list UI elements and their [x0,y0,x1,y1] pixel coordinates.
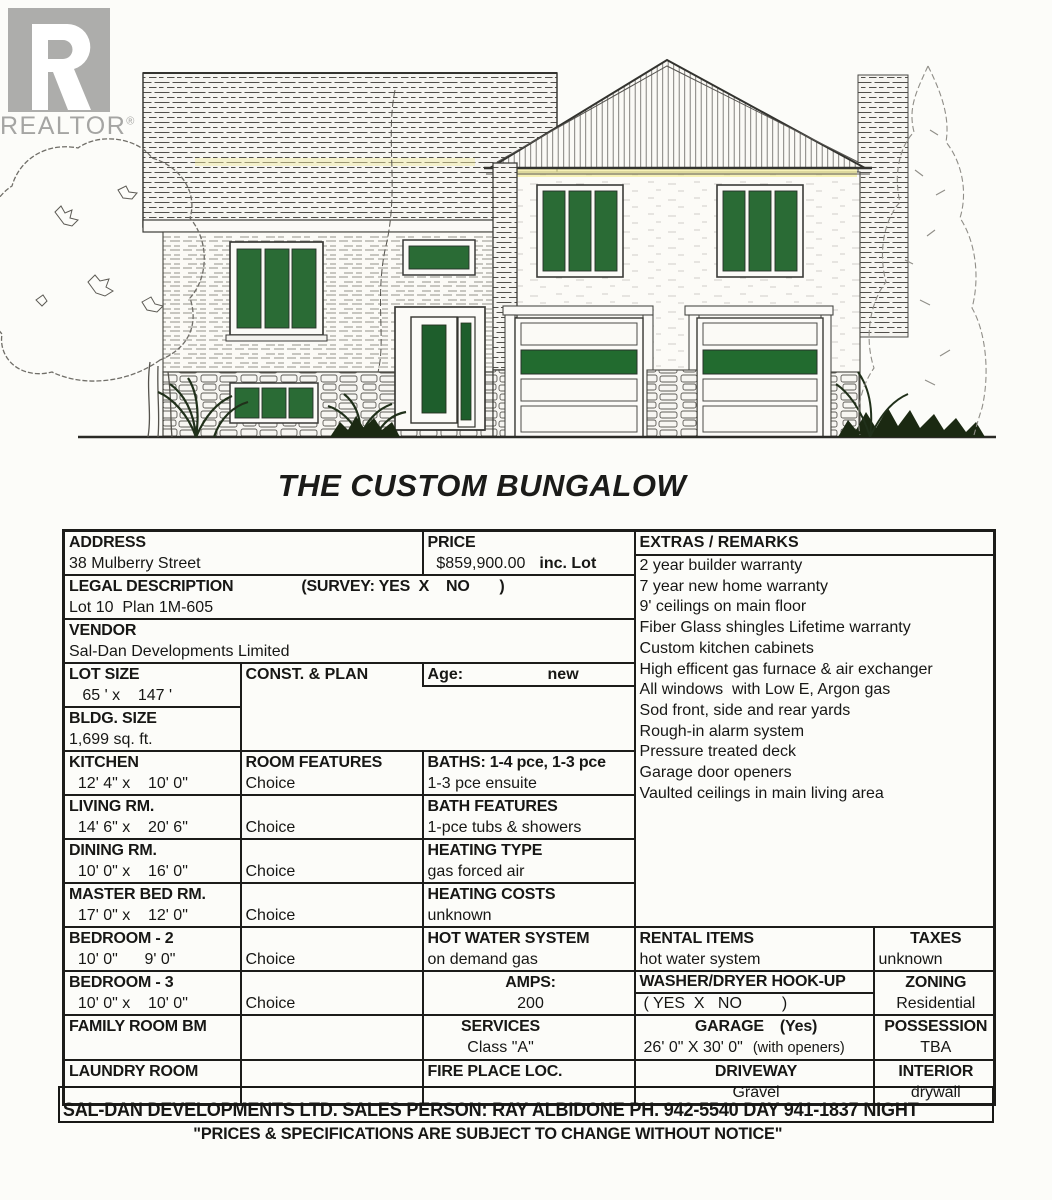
legal-header-line [69,576,634,597]
room-name: BEDROOM - 3 [69,974,174,991]
washer-dryer-cell [635,971,874,1015]
extras-cell [635,531,995,928]
taxes-cell [874,927,995,971]
taxes-label: TAXES [910,930,962,947]
heating-costs-cell [423,883,635,927]
possession-label: POSSESSION [884,1018,988,1035]
garage-yes: (Yes) [779,1018,818,1035]
salesperson-line: SAL-DAN DEVELOPMENTS LTD. SALES PERSON: RAY ALBIDONE PH. 942-5540 DAY 941-1837 NIGHT [62,1100,919,1121]
row-address-price [64,531,995,576]
extras-item: High efficent gas furnace & air exchanger [639,660,933,678]
rental-items-label: RENTAL ITEMS [639,930,754,947]
lot-size-label: LOT SIZE [69,666,140,683]
age-box [422,664,634,687]
amps-value: 200 [517,995,544,1012]
disclaimer-wrap [58,1124,990,1144]
possession-value: TBA [920,1039,952,1056]
bath-features-value: 1-pce tubs & showers [427,819,582,836]
hot-water-value: on demand gas [427,951,538,968]
family-room-cell [64,1015,241,1060]
realtor-wordmark: REALTOR® [0,112,136,140]
bedroom3-cell [64,971,241,1015]
room-feature: Choice [245,907,296,924]
extras-item: Pressure treated deck [639,743,797,761]
master-cell [64,883,241,927]
row-bedroom3 [64,971,995,1015]
room-name: KITCHEN [69,754,139,771]
extras-item: 7 year new home warranty [639,577,829,595]
legal-value: Lot 10 Plan 1M-605 [69,599,214,616]
room-name: LAUNDRY ROOM [69,1063,199,1080]
extras-item: Sod front, side and rear yards [639,701,851,719]
heating-type-label: HEATING TYPE [427,842,543,859]
const-plan-cell [241,663,635,751]
baths-label: BATHS: 1-4 pce, 1-3 pce [427,754,606,771]
main-floor-window [226,242,327,341]
extras-item: 9' ceilings on main floor [639,598,807,616]
price-value: $859,900.00 inc. Lot [427,555,597,572]
fireplace-label: FIRE PLACE LOC. [427,1063,563,1080]
kitchen-cell [64,751,241,795]
extras-item: All windows with Low E, Argon gas [639,681,891,699]
extras-item: Vaulted ceilings in main living area [639,784,884,802]
address-value: 38 Mulberry Street [69,555,201,572]
hot-water-cell [423,927,635,971]
services-label: SERVICES [461,1018,541,1035]
garage-door-left [503,306,653,437]
family-feature-cell [241,1015,423,1060]
room-feature: Choice [245,819,296,836]
driveway-value: Gravel [732,1084,780,1101]
living-feature-cell [241,795,423,839]
extras-list [636,556,994,804]
room-dims: 10' 0" x 16' 0" [69,863,188,880]
legal-label: LEGAL DESCRIPTION [69,578,234,595]
heating-costs-value: unknown [427,907,492,924]
rear-brick-wall [858,75,908,337]
room-feature: Choice [245,951,296,968]
bedroom2-feature-cell [241,927,423,971]
lot-size-cell [64,663,241,707]
registered-mark: ® [126,115,136,128]
room-dims: 14' 6" x 20' 6" [69,819,188,836]
dining-feature-cell [241,839,423,883]
master-feature-cell [241,883,423,927]
vendor-label: VENDOR [69,622,137,639]
price-label: PRICE [427,534,476,551]
extras-item: Garage door openers [639,764,792,782]
bedroom2-cell [64,927,241,971]
scan-highlight-left [195,158,475,166]
legal-cell [64,575,635,619]
extras-item: Fiber Glass shingles Lifetime warranty [639,619,911,637]
room-name: DINING RM. [69,842,157,859]
rental-items-value: hot water system [639,951,761,968]
rental-items-cell [635,927,874,971]
room-name: FAMILY ROOM BM [69,1018,207,1035]
entry-door [395,307,485,430]
room-dims: 12' 4" x 10' 0" [69,775,188,792]
room-feature: Choice [245,995,296,1012]
bath-features-cell [423,795,635,839]
garage-window-left [537,185,623,277]
disclaimer-line: "PRICES & SPECIFICATIONS ARE SUBJECT TO CHANGE WITHOUT NOTICE" [193,1124,783,1143]
driveway-label: DRIVEWAY [714,1063,798,1080]
room-dims: 10' 0" 9' 0" [69,951,176,968]
garage-note: (with openers) [752,1040,845,1056]
room-features-label: ROOM FEATURES [245,754,383,771]
transom-window [403,240,475,275]
footer-box [58,1086,994,1123]
garage-door-right [685,306,833,437]
living-cell [64,795,241,839]
zoning-cell [874,971,995,1015]
price-suffix: inc. Lot [539,555,597,572]
row-bedroom2 [64,927,995,971]
address-label: ADDRESS [69,534,146,551]
room-name: LIVING RM. [69,798,155,815]
age-label: Age: [427,666,464,683]
amps-cell [423,971,635,1015]
const-plan-label: CONST. & PLAN [245,666,369,683]
garage-label: GARAGE (Yes) [694,1018,818,1035]
zoning-label: ZONING [905,974,967,991]
extras-item: 2 year builder warranty [639,557,803,574]
hot-water-label: HOT WATER SYSTEM [427,930,590,947]
lot-size-value: 65 ' x 147 ' [69,687,173,704]
const-plan-description [246,706,521,751]
dining-cell [64,839,241,883]
room-feature: Choice [245,775,296,792]
washer-dryer-value: ( YES X NO ) [643,995,788,1012]
baths-cell [423,751,635,795]
services-value: Class "A" [467,1039,534,1056]
room-dims: 17' 0" x 12' 0" [69,907,188,924]
garage-cell [635,1015,874,1060]
room-name: BEDROOM - 2 [69,930,174,947]
room-name: MASTER BED RM. [69,886,206,903]
survey-text: (SURVEY: YES X NO ) [301,578,505,595]
bedroom3-feature-cell [241,971,423,1015]
room-features-cell [241,751,423,795]
house-elevation-drawing [0,50,1052,450]
vendor-cell [64,619,635,663]
age-value: new [547,666,579,683]
extras-item: Custom kitchen cabinets [639,639,814,657]
extras-item: Rough-in alarm system [639,722,805,740]
room-feature: Choice [245,863,296,880]
services-cell [423,1015,635,1060]
washer-dryer-label: WASHER/DRYER HOOK-UP [636,972,873,994]
address-cell [64,531,423,576]
heating-type-cell [423,839,635,883]
bath-features-label: BATH FEATURES [427,798,558,815]
extras-label: EXTRAS / REMARKS [636,532,994,556]
scan-highlight-garage [501,169,857,177]
amps-label: AMPS: [505,974,556,991]
vendor-value: Sal-Dan Developments Limited [69,643,290,660]
garage-window-right [717,185,803,277]
row-family [64,1015,995,1060]
heating-costs-label: HEATING COSTS [427,886,556,903]
taxes-value: unknown [878,951,943,968]
interior-label: INTERIOR [898,1063,974,1080]
bldg-size-value: 1,699 sq. ft. [69,731,153,748]
page-title: THE CUSTOM BUNGALOW [277,468,687,503]
bldg-size-cell [64,707,241,751]
garage-value: 26' 0" X 30' 0" (with openers) [643,1039,845,1056]
baths-value: 1-3 pce ensuite [427,775,537,792]
stone-pier-center [647,370,697,437]
spec-table [62,529,996,1106]
bldg-size-label: BLDG. SIZE [69,710,157,727]
interior-value: drywall [910,1084,961,1101]
possession-cell [874,1015,995,1060]
zoning-value: Residential [896,995,976,1012]
heating-type-value: gas forced air [427,863,525,880]
price-cell [423,531,635,576]
room-dims: 10' 0" x 10' 0" [69,995,188,1012]
